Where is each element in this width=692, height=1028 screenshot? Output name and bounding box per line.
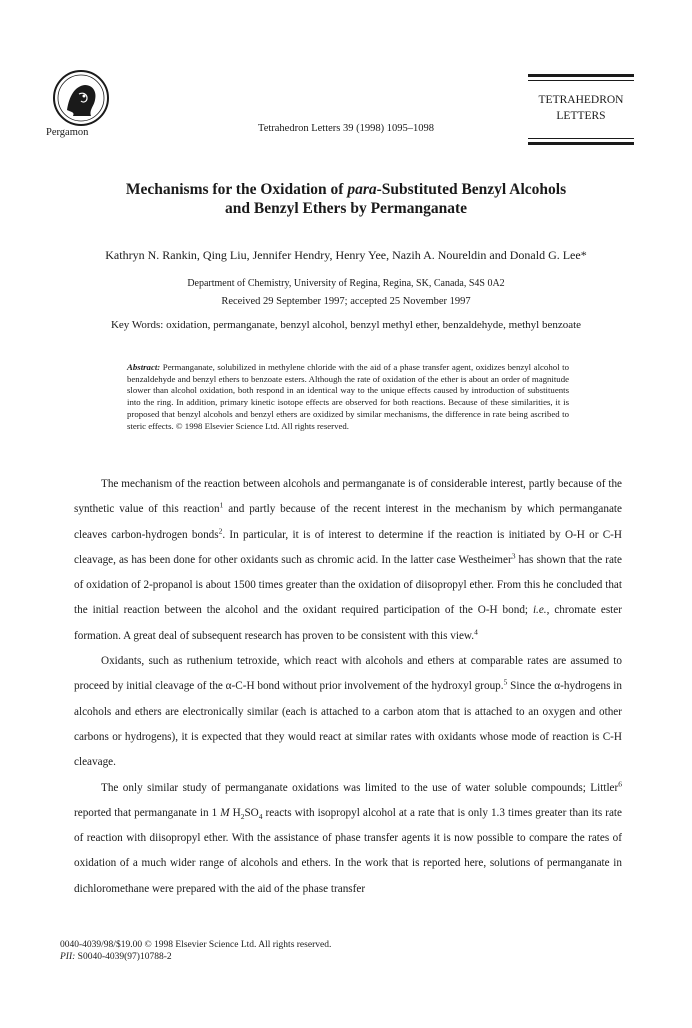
journal-citation: Tetrahedron Letters 39 (1998) 1095–1098 — [258, 123, 434, 134]
title-italic: para — [347, 181, 377, 198]
header-rule-bottom-thin — [528, 138, 634, 139]
journal-name-line2: LETTERS — [556, 110, 606, 122]
reference-superscript: 2 — [218, 525, 223, 535]
article-title — [0, 180, 692, 218]
pii-line: PII: S0040-4039(97)10788-2 — [60, 952, 172, 962]
affiliation: Department of Chemistry, University of Regina, Regina, SK, Canada, S4S 0A2 — [187, 278, 505, 289]
body-text — [74, 472, 622, 902]
abstract — [127, 362, 569, 432]
publisher-name: Pergamon — [46, 127, 89, 138]
keywords: Key Words: oxidation, permanganate, benzyl alcohol, benzyl methyl ether, benzaldehyde, methyl benzoate — [110, 319, 582, 331]
author-list: Kathryn N. Rankin, Qing Liu, Jennifer Hendry, Henry Yee, Nazih A. Noureldin and Donald G. Lee* — [105, 248, 587, 262]
paragraph-3: The only similar study of permanganate oxidations was limited to the use of water soluble compounds; Littler$^6$ reported that permanganate in 1 M $H_2SO_4$ reacts with isopropyl alcohol at a rate that is only 1.3 times greater than its rate of reaction with diisopropyl ether. With the assistance of phase transfer agents it is now possible to compare the rates of oxidation of a much wider range of alcohols and ethers. In the work that is reported here, solutions of permanganate in dichloromethane were prepared with the aid of the phase transfer — [74, 778, 622, 895]
paragraph-1: The mechanism of the reaction between alcohols and permanganate is of considerable interest, partly because of the synthetic value of this reaction$^1$ and partly because of the recent interest in the mechanism by which permanganate cleaves carbon-hydrogen bonds$^2$. In particular, it is of interest to determine if the reaction is initiated by O-H or C-H cleavage, as has been done for other oxidants such as chromic acid. In the latter case Westheimer$^3$ has shown that the rate of oxidation of 2-propanol is about 1500 times greater than the oxidation of diisopropyl ether. From this he concluded that the initial reaction between the alcohol and the oxidant required participation of the O-H bond; i.e., chromate ester formation. A great deal of subsequent research has proven to be consistent with this view.$^4$ — [74, 478, 622, 642]
title-part: Mechanisms for the Oxidation of — [125, 181, 348, 198]
reference-superscript: 5 — [503, 677, 508, 687]
header-rule-bottom — [528, 142, 634, 145]
abstract-text: Permanganate, solubilized in methylene chloride with the aid of a phase transfer agent, oxidizes benzyl alcohol to benzaldehyde and benzyl ethers to benzoate esters. Although the rate of oxidation of the ether is about an order of magnitude slower than alcohol oxidation, both respond in an identical way to the unique effects caused by introduction of substituents into the ring. In addition, primary kinetic isotope effects are observed for both reactions. Because of these similarities, it is proposed that benzyl alcohols and benzyl ethers are oxidized by similar mechanisms, the difference in rate being ascribed to steric effects. © 1998 Elsevier Science Ltd. All rights reserved. — [127, 362, 569, 431]
journal-name-line1: TETRAHEDRON — [538, 94, 624, 106]
copyright-line: 0040-4039/98/$19.00 © 1998 Elsevier Science Ltd. All rights reserved. — [60, 940, 332, 950]
reference-superscript: 6 — [618, 778, 622, 788]
title-line2: and Benzyl Ethers by Permanganate — [225, 200, 467, 217]
reference-superscript: 3 — [511, 551, 516, 561]
received-dates: Received 29 September 1997; accepted 25 November 1997 — [221, 296, 471, 307]
elsevier-tree-logo — [53, 70, 109, 126]
abstract-label: Abstract: — [127, 362, 161, 372]
header-rule-top-thin — [528, 80, 634, 81]
journal-name — [528, 92, 634, 124]
reference-superscript: 4 — [474, 627, 478, 637]
reference-superscript: 1 — [219, 500, 224, 510]
title-part: -Substituted Benzyl Alcohols — [376, 181, 567, 198]
header-rule-top — [528, 74, 634, 77]
paragraph-2: Oxidants, such as ruthenium tetroxide, which react with alcohols and ethers at comparable rates are assumed to proceed by initial cleavage of the α-C-H bond without prior involvement of the hydroxyl group.$^5$ Since the α-hydrogens in alcohols and ethers are electronically similar (each is attached to a carbon atom that is attached to an oxygen and other carbons or hydrogens), it is expected that they would react at similar rates with oxidants whose mode of reaction is C-H cleavage. — [74, 655, 623, 769]
copyright-footer — [60, 939, 331, 963]
